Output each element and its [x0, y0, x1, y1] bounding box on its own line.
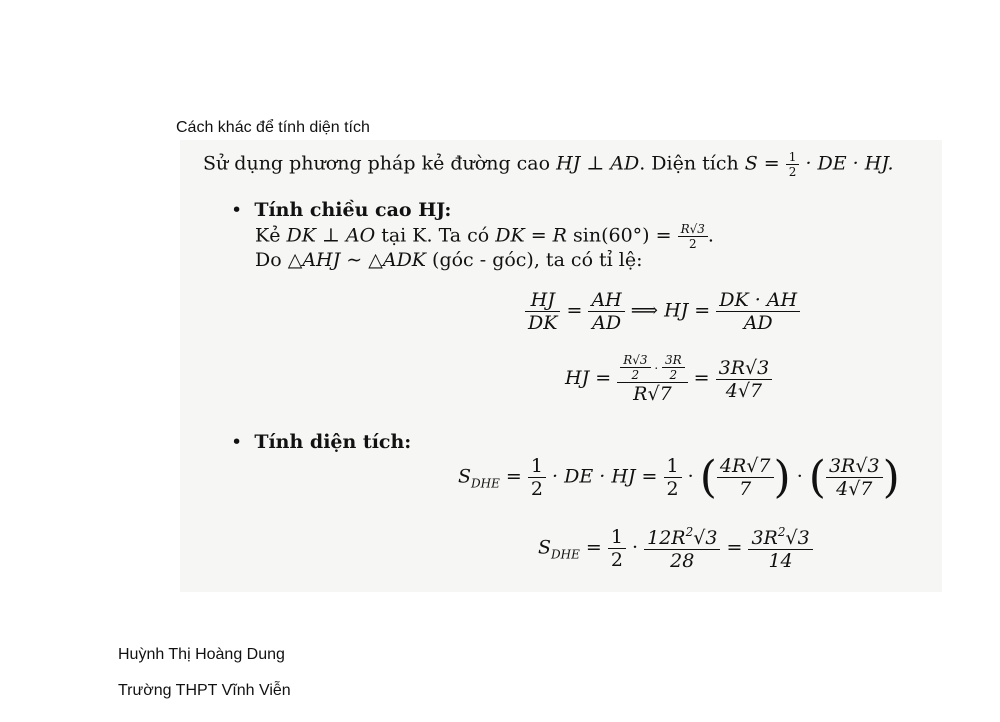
intro-line — [203, 150, 894, 179]
frac-num: 3R — [662, 353, 685, 368]
num-sup: 2 — [777, 525, 786, 539]
fraction-12r2 — [644, 525, 720, 572]
intro-text: Sử dụng phương pháp kẻ đường cao — [203, 152, 557, 175]
frac-den: 2 — [688, 237, 697, 251]
line1-c: DK = R — [495, 224, 567, 247]
frac-den: AD — [592, 312, 622, 334]
s-subscript: DHE — [551, 547, 580, 562]
frac-den: 2 — [666, 478, 679, 500]
bullet-icon: • — [231, 431, 243, 453]
fraction-result — [748, 525, 812, 572]
hj-lhs: HJ = — [664, 299, 717, 322]
frac-num — [617, 353, 687, 383]
dot: · — [650, 361, 662, 376]
line2-b: (góc - góc), ta có tỉ lệ: — [426, 249, 643, 271]
frac-den: 28 — [670, 550, 695, 572]
section1-line1 — [255, 222, 714, 251]
equals-sign: = — [720, 536, 749, 559]
half-fraction — [608, 526, 626, 571]
frac-den: 4√7 — [725, 379, 763, 402]
equals-sign: = — [579, 536, 608, 559]
frac-den: AD — [743, 312, 773, 334]
intro-perp: HJ ⊥ AD — [556, 152, 640, 175]
frac-num: 1 — [786, 150, 800, 165]
equation-area-1 — [458, 452, 900, 503]
s-symbol: S — [458, 465, 472, 488]
frac-den: 7 — [739, 478, 752, 500]
line1-sin: sin(60°) = — [566, 224, 678, 247]
section1-title — [231, 199, 451, 221]
frac-num: 1 — [664, 455, 682, 478]
frac-num: 3R√3 — [716, 357, 773, 380]
half-fraction — [528, 455, 546, 500]
frac-den: 2 — [530, 478, 543, 500]
implies-sign: ⟹ — [624, 299, 665, 322]
num-b: √3 — [693, 527, 718, 549]
frac-num: 1 — [528, 455, 546, 478]
right-paren: ) — [773, 452, 791, 503]
frac-den: 2 — [610, 549, 623, 571]
frac-num — [644, 525, 720, 550]
frac-num — [748, 525, 812, 550]
equation-ratio — [525, 289, 800, 334]
section1-line2 — [255, 249, 643, 271]
complex-fraction — [617, 353, 687, 405]
frac-num: R√3 — [620, 353, 650, 368]
frac-den: 2 — [788, 165, 797, 179]
line1-end: . — [707, 224, 714, 247]
line1-perp: DK ⊥ AO — [286, 224, 376, 247]
middle-terms: · DE · HJ = — [545, 465, 664, 488]
fraction-ah-ad — [588, 289, 624, 334]
s-symbol: S — [538, 536, 552, 559]
intro-area-left: S = — [744, 152, 786, 175]
frac-den: 2 — [669, 368, 678, 382]
result-fraction — [716, 357, 773, 402]
fraction-hj-dk — [525, 289, 560, 334]
intro-area-right: · DE · HJ. — [799, 152, 894, 175]
intro-half-fraction — [786, 150, 800, 179]
half-fraction — [664, 455, 682, 500]
frac-num: R√3 — [678, 222, 708, 237]
frac-num: 3R√3 — [826, 455, 883, 478]
equals-sign: = — [687, 367, 716, 389]
frac-den: R√7 — [633, 383, 672, 405]
equation-hj — [565, 353, 772, 405]
left-paren: ( — [699, 452, 717, 503]
line2-a: Do — [255, 249, 288, 271]
dot: · — [625, 536, 645, 559]
frac-den: 2 — [631, 368, 640, 382]
dot: · — [681, 465, 700, 488]
sub-fraction — [620, 353, 650, 382]
equals-sign: = — [560, 299, 589, 322]
num-b: √3 — [785, 527, 810, 549]
page-heading: Cách khác để tính diện tích — [176, 119, 370, 136]
section1-heading: Tính chiều cao HJ: — [254, 199, 452, 221]
line2-sim: △AHJ ∼ △ADK — [287, 249, 426, 271]
frac-num: AH — [588, 289, 624, 312]
num-a: 3R — [751, 527, 778, 549]
left-paren: ( — [808, 452, 826, 503]
fraction-3r3 — [826, 455, 883, 500]
footer-author: Huỳnh Thị Hoàng Dung — [118, 646, 285, 663]
frac-num: DK · AH — [716, 289, 800, 312]
right-paren: ) — [882, 452, 900, 503]
num-sup: 2 — [685, 525, 694, 539]
section2-heading: Tính diện tích: — [254, 431, 412, 453]
footer-school: Trường THPT Vĩnh Viễn — [118, 682, 291, 699]
line1-a: Kẻ — [255, 224, 287, 247]
frac-num: 4R√7 — [717, 455, 774, 478]
bullet-icon: • — [231, 199, 243, 221]
section2-title — [231, 431, 411, 453]
line1-b: tại K. Ta có — [375, 224, 496, 247]
frac-den: 4√7 — [836, 478, 873, 500]
num-a: 12R — [647, 527, 686, 549]
frac-num: 1 — [608, 526, 626, 549]
fraction-dkah-ad — [716, 289, 800, 334]
hj-lhs: HJ = — [565, 367, 618, 389]
frac-den: 14 — [768, 550, 793, 572]
sub-fraction — [662, 353, 685, 382]
equation-area-2 — [538, 525, 813, 572]
line1-fraction — [678, 222, 708, 251]
frac-den: DK — [528, 312, 558, 334]
s-subscript: DHE — [471, 476, 500, 491]
fraction-4r7 — [717, 455, 774, 500]
dot: · — [790, 465, 809, 488]
intro-area-label: . Diện tích — [639, 152, 745, 175]
equals-sign: = — [499, 465, 528, 488]
frac-num: HJ — [525, 289, 560, 312]
